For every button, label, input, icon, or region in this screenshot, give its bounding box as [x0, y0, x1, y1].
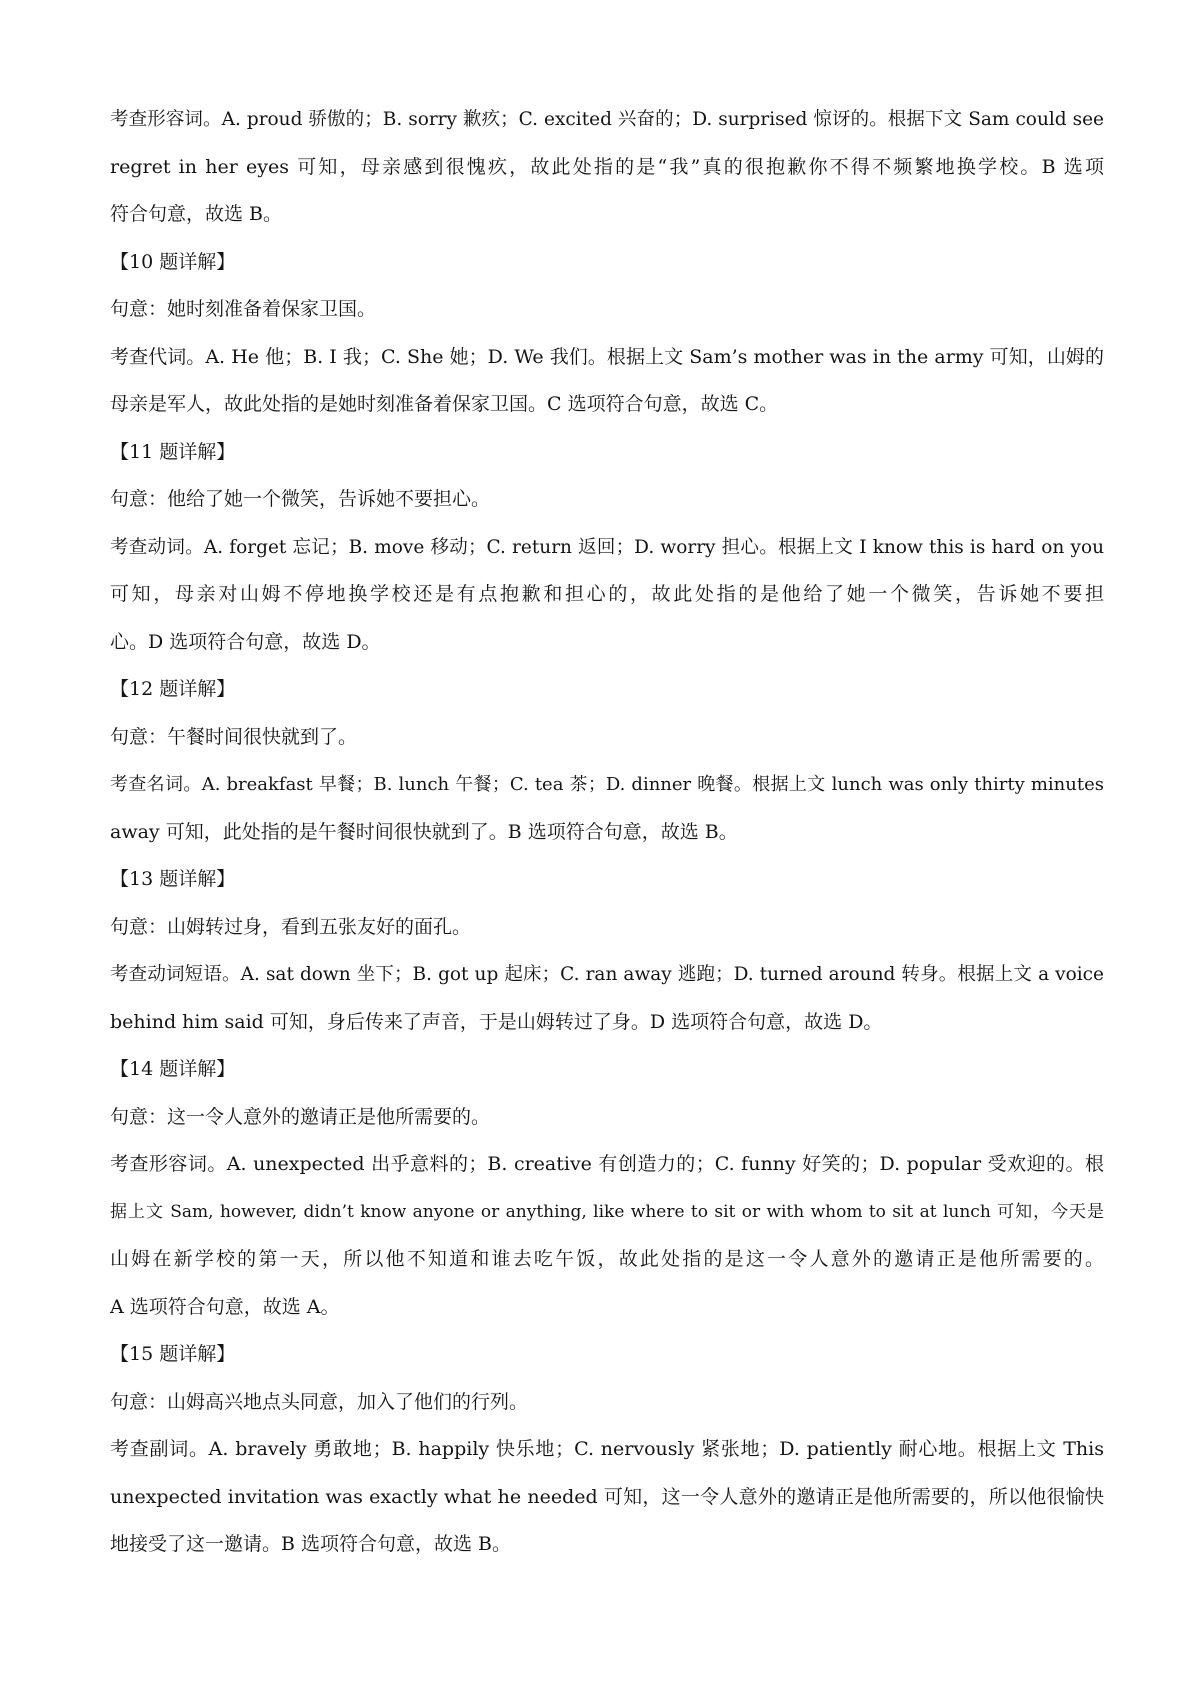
sentence-meaning: 句意：这一令人意外的邀请正是他所需要的。	[110, 1105, 491, 1128]
explanation-line: 考查动词。A. forget 忘记；B. move 移动；C. return 返回；D. worry 担心。根据上文 I know this is hard on you	[110, 536, 1104, 558]
explanation-line: 母亲是军人，故此处指的是她时刻准备着保家卫国。C 选项符合句意，故选 C。	[110, 393, 779, 415]
explanation-line: 考查代词。A. He 他；B. I 我；C. She 她；D. We 我们。根据上文 Sam’s mother was in the army 可知，山姆的	[110, 345, 1104, 368]
question-heading: 【14 题详解】	[110, 1058, 236, 1080]
question-heading: 【15 题详解】	[110, 1343, 236, 1365]
explanation-line: 山姆在新学校的第一天，所以他不知道和谁去吃午饭，故此处指的是这一令人意外的邀请正是他所需要的。	[110, 1248, 1104, 1270]
sentence-meaning: 句意：山姆高兴地点头同意，加入了他们的行列。	[110, 1390, 529, 1413]
question-heading: 【12 题详解】	[110, 678, 236, 700]
document-body	[110, 96, 1104, 1569]
explanation-line: 地接受了这一邀请。B 选项符合句意，故选 B。	[110, 1533, 512, 1555]
sentence-meaning: 句意：山姆转过身，看到五张友好的面孔。	[110, 915, 472, 938]
sentence-meaning: 句意：他给了她一个微笑，告诉她不要担心。	[110, 488, 491, 510]
explanation-line: 考查形容词。A. proud 骄傲的；B. sorry 歉疚；C. excited 兴奋的；D. surprised 惊讶的。根据下文 Sam could see	[110, 109, 1104, 130]
question-heading: 【13 题详解】	[110, 868, 236, 890]
explanation-line: away 可知，此处指的是午餐时间很快就到了。B 选项符合句意，故选 B。	[110, 820, 738, 843]
explanation-line: A 选项符合句意，故选 A。	[110, 1295, 340, 1318]
explanation-line: 据上文 Sam, however, didn’t know anyone or anything, like where to sit or with whom to sit at lunch 可知，今天是	[110, 1201, 1104, 1222]
sentence-meaning: 句意：午餐时间很快就到了。	[110, 725, 358, 748]
explanation-line: 考查名词。A. breakfast 早餐；B. lunch 午餐；C. tea 茶；D. dinner 晚餐。根据上文 lunch was only thirty minutes	[110, 774, 1104, 795]
explanation-line: 符合句意，故选 B。	[110, 203, 283, 225]
explanation-line: 考查形容词。A. unexpected 出乎意料的；B. creative 有创造力的；C. funny 好笑的；D. popular 受欢迎的。根	[110, 1153, 1104, 1175]
explanation-line: 心。D 选项符合句意，故选 D。	[110, 630, 381, 653]
question-heading: 【11 题详解】	[110, 440, 236, 463]
explanation-line: behind him said 可知，身后传来了声音，于是山姆转过了身。D 选项符合句意，故选 D。	[110, 1010, 883, 1033]
explanation-line: 考查动词短语。A. sat down 坐下；B. got up 起床；C. ran away 逃跑；D. turned around 转身。根据上文 a voice	[110, 964, 1104, 985]
explanation-line: 可知，母亲对山姆不停地换学校还是有点抱歉和担心的，故此处指的是他给了她一个微笑，告诉她不要担	[110, 583, 1104, 605]
sentence-meaning: 句意：她时刻准备着保家卫国。	[110, 298, 377, 320]
explanation-line: unexpected invitation was exactly what he needed 可知，这一令人意外的邀请正是他所需要的，所以他很愉快	[110, 1485, 1104, 1508]
explanation-line: regret in her eyes 可知，母亲感到很愧疚，故此处指的是“我”真的很抱歉你不得不频繁地换学校。B 选项	[110, 155, 1104, 178]
question-heading: 【10 题详解】	[110, 250, 236, 273]
explanation-line: 考查副词。A. bravely 勇敢地；B. happily 快乐地；C. nervously 紧张地；D. patiently 耐心地。根据上文 This	[110, 1438, 1104, 1460]
